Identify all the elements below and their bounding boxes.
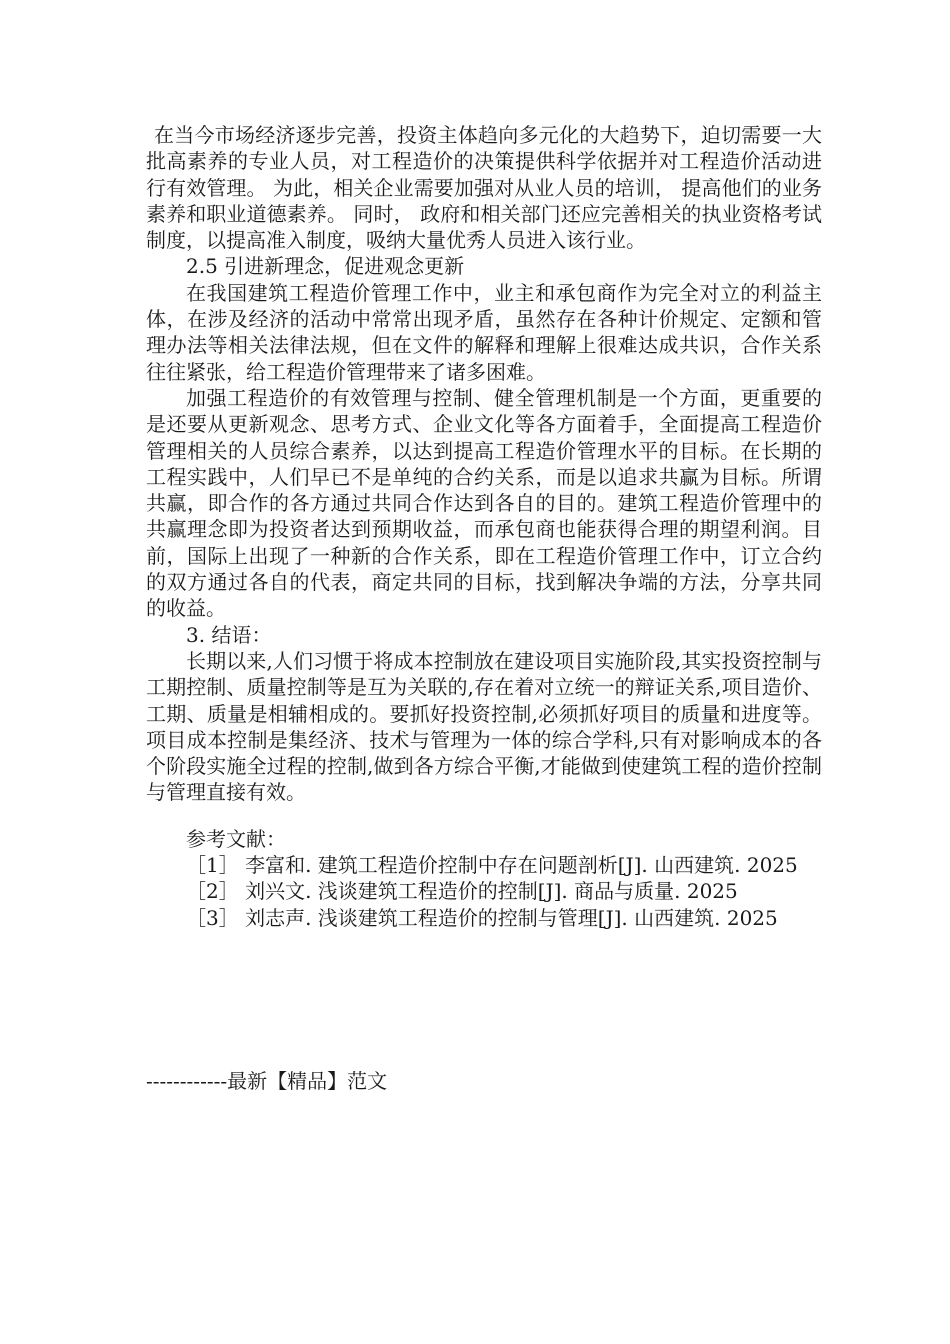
footer-tagline: ------------最新【精品】范文	[146, 1069, 388, 1093]
document-body	[146, 122, 822, 931]
paragraph-conflict: 在我国建筑工程造价管理工作中，业主和承包商作为完全对立的利益主体，在涉及经济的活动中常常出现矛盾，虽然存在各种计价规定、定额和管理办法等相关法律法规，但在文件的解释和理解上很难达成共识，合作关系往往紧张，给工程造价管理带来了诸多困难。	[146, 280, 822, 384]
reference-item-2: ［2］ 刘兴文. 浅谈建筑工程造价的控制[J]. 商品与质量. 2025	[186, 879, 738, 904]
section-heading-2-5: 2.5 引进新理念，促进观念更新	[186, 254, 465, 279]
paragraph-talent-training: 在当今市场经济逐步完善，投资主体趋向多元化的大趋势下，迫切需要一大批高素养的专业人员，对工程造价的决策提供科学依据并对工程造价活动进行有效管理。 为此，相关企业需要加强对从业人员的培训， 提高他们的业务素养和职业道德素养。 同时， 政府和相关部门还应完善相关的执业资格考试制度，以提高准入制度，吸纳大量优秀人员进入该行业。	[146, 123, 822, 253]
references-title: 参考文献：	[186, 826, 286, 851]
section-heading-3: 3. 结语：	[186, 622, 272, 647]
reference-item-3: ［3］ 刘志声. 浅谈建筑工程造价的控制与管理[J]. 山西建筑. 2025	[186, 905, 778, 930]
paragraph-conclusion: 长期以来,人们习惯于将成本控制放在建设项目实施阶段,其实投资控制与工期控制、质量控制等是互为关联的,存在着对立统一的辩证关系,项目造价、工期、质量是相辅相成的。要抓好投资控制,必须抓好项目的质量和进度等。项目成本控制是集经济、技术与管理为一体的综合学科,只有对影响成本的各个阶段实施全过程的控制,做到各方综合平衡,才能做到使建筑工程的造价控制与管理直接有效。	[146, 648, 822, 805]
reference-item-1: ［1］ 李富和. 建筑工程造价控制中存在问题剖析[J]. 山西建筑. 2025	[186, 853, 798, 878]
spacer	[146, 806, 822, 826]
paragraph-win-win: 加强工程造价的有效管理与控制、健全管理机制是一个方面，更重要的是还要从更新观念、思考方式、企业文化等各方面着手，全面提高工程造价管理相关的人员综合素养，以达到提高工程造价管理水平的目标。在长期的工程实践中，人们早已不是单纯的合约关系，而是以追求共赢为目标。所谓共赢，即合作的各方通过共同合作达到各自的目的。建筑工程造价管理中的共赢理念即为投资者达到预期收益，而承包商也能获得合理的期望利润。目前，国际上出现了一种新的合作关系，即在工程造价管理工作中，订立合约的双方通过各自的代表，商定共同的目标，找到解决争端的方法，分享共同的收益。	[146, 385, 822, 621]
